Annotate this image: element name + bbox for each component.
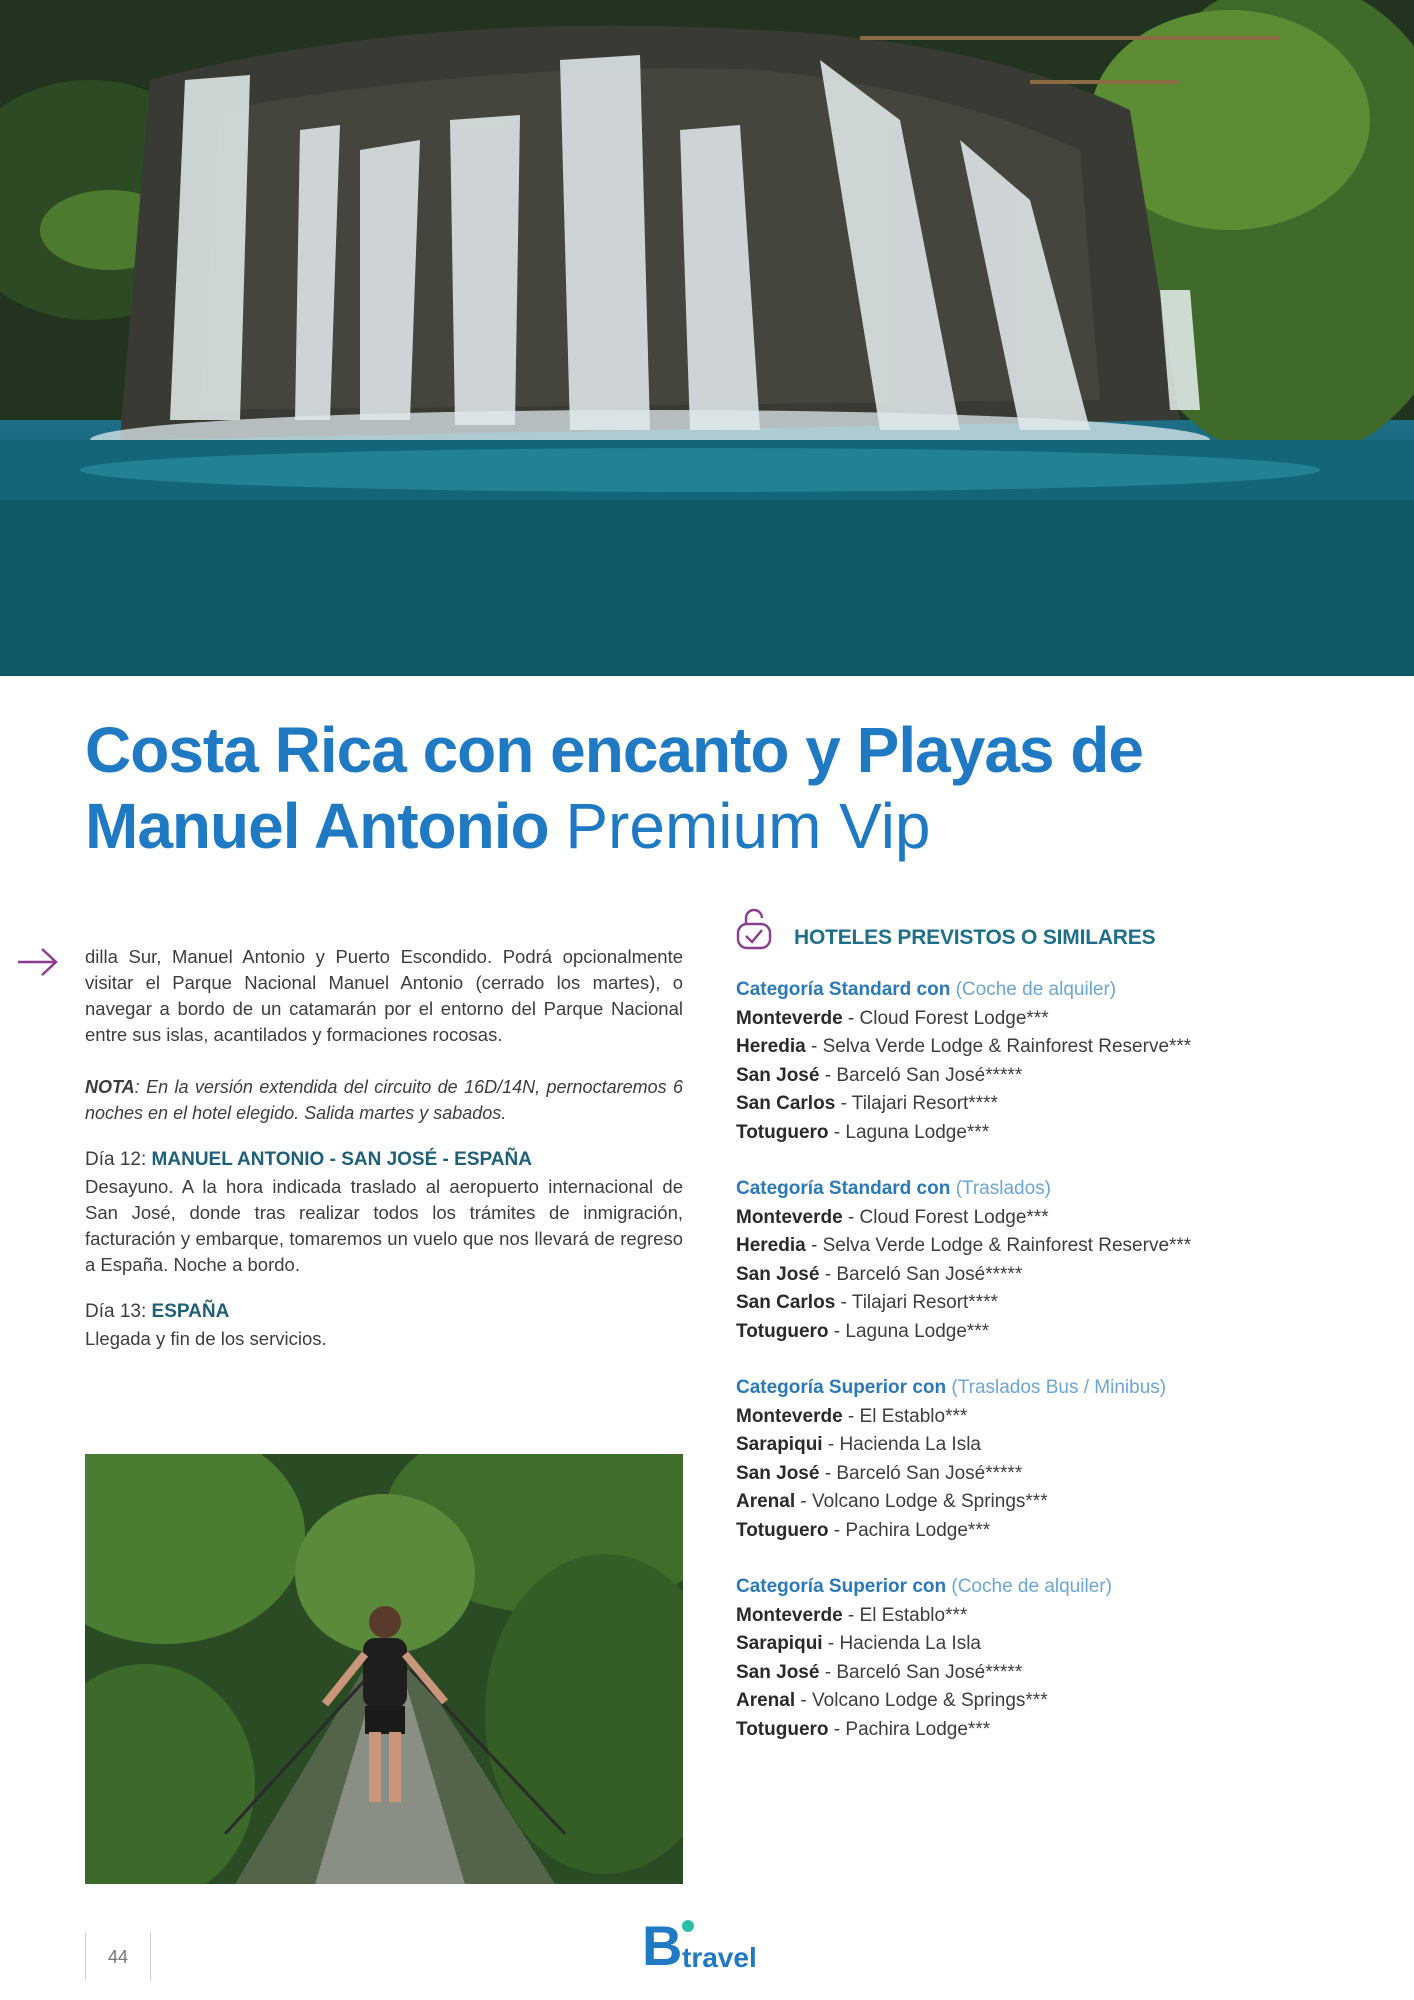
hotel-name: - Barceló San José***** bbox=[819, 1263, 1023, 1285]
hotel-name: - Hacienda La Isla bbox=[822, 1633, 981, 1654]
hotel-line bbox=[736, 1403, 1336, 1432]
hotel-name: - Laguna Lodge*** bbox=[828, 1320, 990, 1342]
category-name: Categoría Superior con bbox=[736, 1576, 947, 1597]
category-title bbox=[736, 976, 1336, 1005]
waterfall-photo bbox=[0, 0, 1414, 676]
hotel-name: - Tilajari Resort**** bbox=[835, 1093, 998, 1114]
hotel-city: Monteverde bbox=[736, 1007, 843, 1029]
hotel-name: - Selva Verde Lodge & Rainforest Reserve*** bbox=[805, 1235, 1192, 1256]
note-label: NOTA bbox=[85, 1077, 135, 1097]
title-light: Premium Vip bbox=[565, 790, 931, 862]
category-title bbox=[736, 1374, 1336, 1403]
hotel-line bbox=[736, 1261, 1336, 1290]
page-number: 44 bbox=[85, 1933, 151, 1981]
hotel-city: Totuguero bbox=[736, 1519, 829, 1541]
hotel-line bbox=[736, 1318, 1336, 1347]
hotel-name: - Tilajari Resort**** bbox=[835, 1292, 998, 1313]
category-name: Categoría Standard con bbox=[736, 1178, 951, 1199]
day-text: Llegada y fin de los servicios. bbox=[85, 1328, 327, 1349]
hotel-city: Monteverde bbox=[736, 1206, 843, 1228]
intro-paragraph: dilla Sur, Manuel Antonio y Puerto Escondido. Podrá opcionalmente visitar el Parque Nacional Manuel Antonio (cerrado los martes), o navegar a bordo de un catamarán por el entorno del Parque Nacional entre sus islas, acantilados y formaciones rocosas. bbox=[85, 946, 683, 1045]
hotel-line bbox=[736, 1460, 1336, 1489]
day-text: Desayuno. A la hora indicada traslado al aeropuerto internacional de San José, donde tras realizar todos los trámites de inmigración, facturación y embarque, tomaremos un vuelo que nos llevará de regreso a España. Noche a bordo. bbox=[85, 1176, 683, 1275]
hotel-name: - Pachira Lodge*** bbox=[828, 1519, 991, 1541]
hanging-bridge-photo bbox=[85, 1454, 683, 1884]
hotel-line bbox=[736, 1716, 1336, 1745]
hotel-line bbox=[736, 1090, 1336, 1119]
category-sub: (Coche de alquiler) bbox=[950, 979, 1117, 1000]
note-text: : En la versión extendida del circuito de 16D/14N, pernoctaremos 6 noches en el hotel elegido. Salida martes y sabados. bbox=[85, 1077, 683, 1123]
hotel-city: Arenal bbox=[736, 1690, 796, 1711]
hotel-name: - Volcano Lodge & Springs*** bbox=[795, 1491, 1048, 1512]
category-sub: (Coche de alquiler) bbox=[946, 1576, 1112, 1597]
hotel-city: Sarapiqui bbox=[736, 1633, 823, 1654]
hotel-line bbox=[736, 1005, 1336, 1034]
hotel-name: - El Establo*** bbox=[842, 1405, 968, 1427]
day-13 bbox=[85, 1298, 683, 1352]
hotel-city: Totuguero bbox=[736, 1121, 829, 1143]
day-title: ESPAÑA bbox=[151, 1301, 230, 1322]
hotel-city: San José bbox=[736, 1263, 820, 1285]
hotel-line bbox=[736, 1602, 1336, 1631]
hotel-line bbox=[736, 1289, 1336, 1318]
hotel-name: - Pachira Lodge*** bbox=[828, 1718, 991, 1740]
hotel-line bbox=[736, 1517, 1336, 1546]
hotel-line bbox=[736, 1687, 1336, 1716]
page-title bbox=[85, 712, 1345, 864]
hotel-city: Totuguero bbox=[736, 1718, 829, 1740]
hotel-name: - Barceló San José***** bbox=[819, 1462, 1023, 1484]
category-title bbox=[736, 1573, 1336, 1602]
hotel-city: Totuguero bbox=[736, 1320, 829, 1342]
hotel-line bbox=[736, 1630, 1336, 1659]
hotel-city: San Carlos bbox=[736, 1093, 836, 1114]
category-sub: (Traslados) bbox=[950, 1178, 1051, 1199]
hotel-name: - El Establo*** bbox=[842, 1604, 968, 1626]
note-paragraph bbox=[85, 1074, 683, 1126]
hotel-line bbox=[736, 1232, 1336, 1261]
hotel-city: Heredia bbox=[736, 1036, 806, 1057]
hotel-categories bbox=[736, 976, 1336, 1772]
hotel-city: Monteverde bbox=[736, 1604, 843, 1626]
hotel-line bbox=[736, 1488, 1336, 1517]
hotel-name: - Cloud Forest Lodge*** bbox=[842, 1007, 1049, 1029]
hotel-city: San José bbox=[736, 1661, 820, 1683]
category-title bbox=[736, 1175, 1336, 1204]
hotel-line bbox=[736, 1431, 1336, 1460]
title-bold: Costa Rica con encanto y Playas de Manuel Antonio bbox=[85, 714, 1143, 862]
itinerary-text bbox=[85, 944, 683, 1352]
arrow-right-icon bbox=[16, 944, 60, 980]
hotel-category bbox=[736, 976, 1336, 1147]
hotel-name: - Barceló San José***** bbox=[819, 1661, 1023, 1683]
hotel-line bbox=[736, 1659, 1336, 1688]
brand-word: travel bbox=[682, 1942, 757, 1973]
hotel-city: Sarapiqui bbox=[736, 1434, 823, 1455]
hotel-city: Arenal bbox=[736, 1491, 796, 1512]
hotels-heading bbox=[734, 906, 1294, 950]
btravel-logo bbox=[642, 1916, 782, 1976]
category-name: Categoría Superior con bbox=[736, 1377, 947, 1398]
hotel-category bbox=[736, 1374, 1336, 1545]
day-label: Día 12: bbox=[85, 1149, 152, 1170]
day-heading bbox=[85, 1298, 683, 1326]
hotel-city: San José bbox=[736, 1462, 820, 1484]
hotels-title: HOTELES PREVISTOS O SIMILARES bbox=[794, 926, 1156, 949]
hotel-city: Heredia bbox=[736, 1235, 806, 1256]
brand-dot-icon bbox=[682, 1920, 694, 1932]
hotel-name: - Laguna Lodge*** bbox=[828, 1121, 990, 1143]
hotel-category bbox=[736, 1175, 1336, 1346]
day-label: Día 13: bbox=[85, 1301, 152, 1322]
hotel-city: San Carlos bbox=[736, 1292, 836, 1313]
hotel-lock-icon bbox=[734, 906, 774, 950]
hotel-city: Monteverde bbox=[736, 1405, 843, 1427]
hotel-name: - Hacienda La Isla bbox=[822, 1434, 981, 1455]
hotel-line bbox=[736, 1033, 1336, 1062]
hotel-name: - Volcano Lodge & Springs*** bbox=[795, 1690, 1048, 1711]
hotel-city: San José bbox=[736, 1064, 820, 1086]
category-sub: (Traslados Bus / Minibus) bbox=[946, 1377, 1167, 1398]
hotel-name: - Selva Verde Lodge & Rainforest Reserve*** bbox=[805, 1036, 1192, 1057]
day-title: MANUEL ANTONIO - SAN JOSÉ - ESPAÑA bbox=[151, 1149, 532, 1170]
brand-letter: B bbox=[642, 1914, 683, 1977]
day-12 bbox=[85, 1146, 683, 1278]
hotel-line bbox=[736, 1119, 1336, 1148]
day-heading bbox=[85, 1146, 683, 1174]
hotel-line bbox=[736, 1062, 1336, 1091]
hotel-name: - Barceló San José***** bbox=[819, 1064, 1023, 1086]
hotel-name: - Cloud Forest Lodge*** bbox=[842, 1206, 1049, 1228]
category-name: Categoría Standard con bbox=[736, 979, 951, 1000]
hotel-category bbox=[736, 1573, 1336, 1744]
hotel-line bbox=[736, 1204, 1336, 1233]
